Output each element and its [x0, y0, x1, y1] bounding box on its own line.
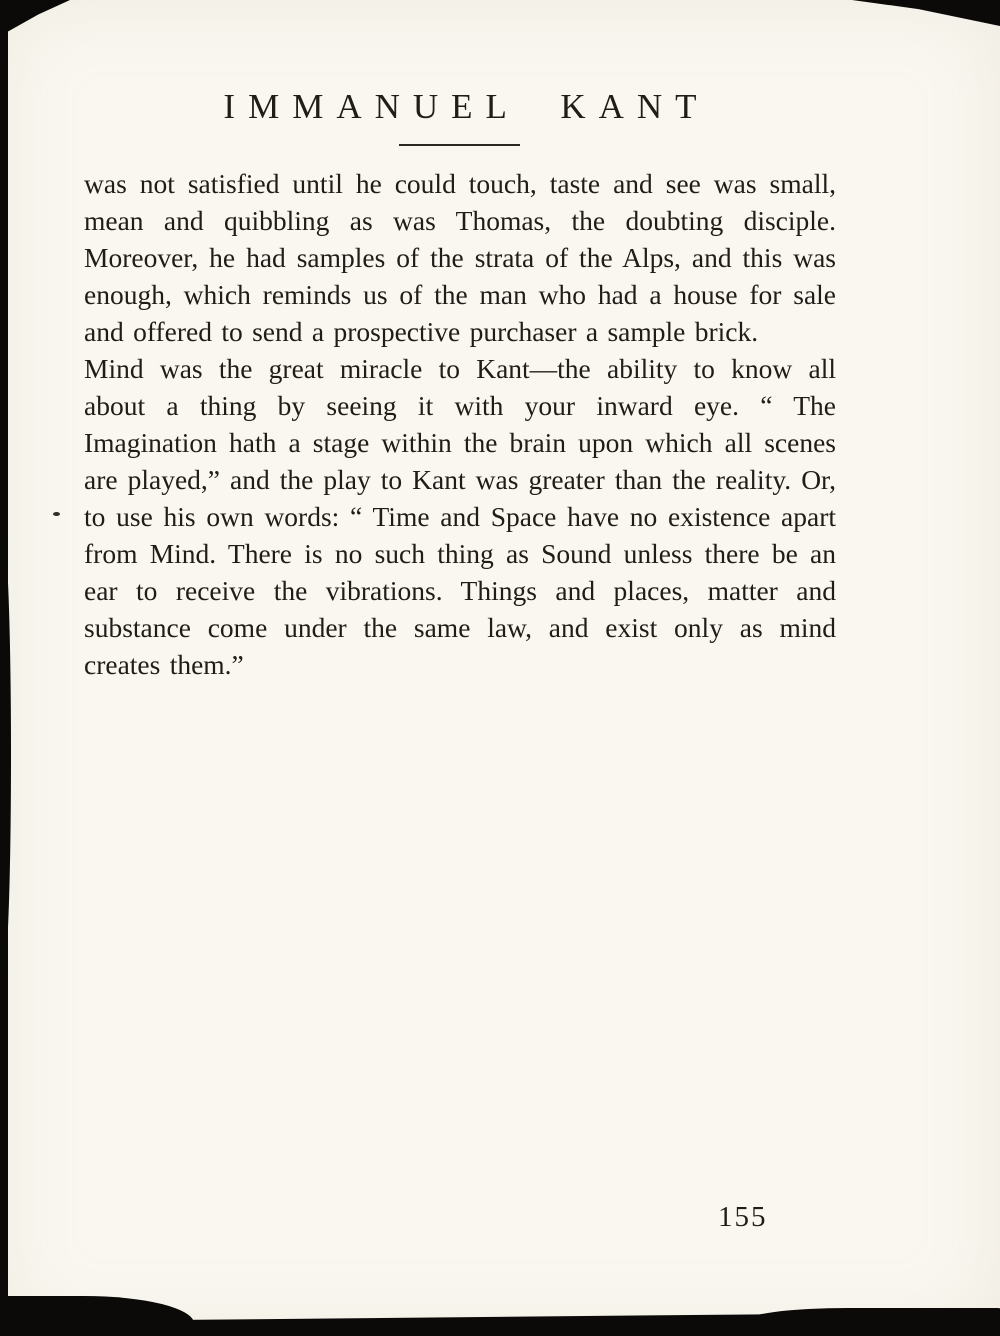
scan-artifact-top-left-corner: [0, 0, 70, 36]
page-number: 155: [718, 1201, 768, 1233]
scan-artifact-bottom-left-blob: [0, 1296, 194, 1336]
scan-artifact-bottom-right-edge: [744, 1308, 1000, 1336]
scan-speck-left-margin: [53, 512, 60, 516]
title-divider-rule: [399, 144, 520, 146]
page-title: IMMANUEL KANT: [223, 87, 710, 126]
paragraph-2: Mind was the great miracle to Kant—the ability to know all about a thing by seeing it with your inward eye. “ The Imagination hath a stage within the brain upon which all scenes are played,” and the play to Kant was greater than the reality. Or, to use his own words: “ Time and Space have no existence apart from Mind. There is no such thing as Sound unless there be an ear to receive the vibrations. Things and places, matter and substance come under the same law, and exist only as mind creates them.”: [84, 353, 836, 680]
paragraph-1: was not satisfied until he could touch, taste and see was small, mean and quibbling as was Thomas, the doubting disciple. Moreover, he had samples of the strata of the Alps, and this was enough, which reminds us of the man who had a house for sale and offered to send a prospective purchaser a sample brick.: [84, 168, 836, 347]
scan-artifact-top-right-corner: [852, 0, 1000, 26]
body-text-block: [84, 165, 836, 683]
scan-artifact-left-edge-bulge: [0, 540, 11, 970]
